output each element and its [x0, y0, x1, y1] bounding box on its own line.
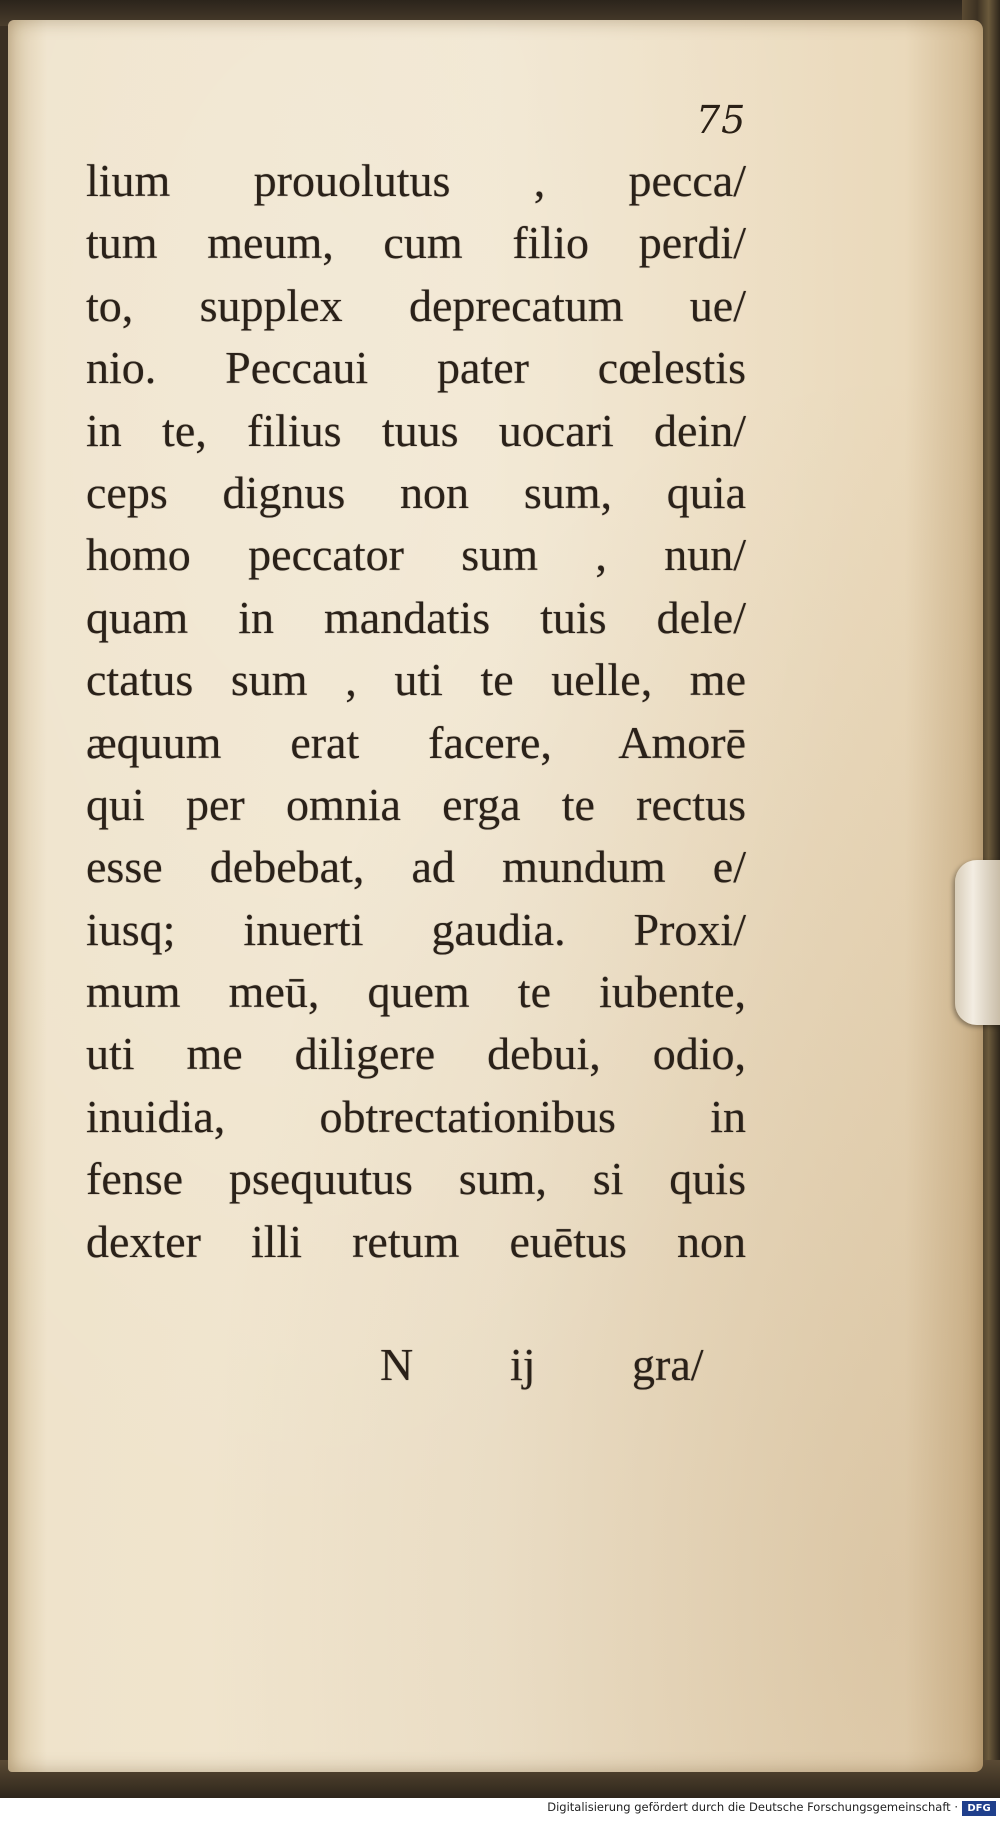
text-line: æquum erat facere, Amorē — [86, 716, 746, 768]
page-clip — [955, 860, 1000, 1025]
text-line: ctatus sum , uti te uelle, me — [86, 654, 746, 706]
text-line: homo peccator sum , nun/ — [86, 529, 746, 581]
funding-credit: Digitalisierung gefördert durch die Deutsche Forschungsgemeinschaft · — [547, 1800, 958, 1814]
text-line: nio. Peccaui pater cœlestis — [86, 342, 746, 394]
page-sheet — [8, 20, 983, 1772]
dfg-logo: DFG — [962, 1801, 996, 1816]
text-line: inuidia, obtrectationibus in — [86, 1090, 746, 1142]
signature-line — [380, 1338, 750, 1400]
digitization-footer — [0, 1798, 1000, 1821]
text-line: tum meum, cum filio perdi/ — [86, 217, 746, 269]
text-line: uti me diligere debui, odio, — [86, 1028, 746, 1080]
catchword: gra/ — [632, 1339, 704, 1390]
text-line: lium prouolutus , pecca/ — [86, 155, 746, 206]
text-line: dexter illi retum euētus non — [86, 1215, 746, 1267]
text-line: ceps dignus non sum, quia — [86, 466, 746, 518]
text-line: mum meū, quem te iubente, — [86, 966, 746, 1018]
text-line: iusq; inuerti gaudia. Proxi/ — [86, 903, 746, 955]
text-line: esse debebat, ad mundum e/ — [86, 841, 746, 893]
body-text — [86, 150, 746, 1273]
text-line: fense psequutus sum, si quis — [86, 1153, 746, 1205]
signature-mark-numeral: ij — [510, 1339, 536, 1390]
text-line: quam in mandatis tuis dele/ — [86, 591, 746, 643]
text-line: to, supplex deprecatum ue/ — [86, 279, 746, 331]
text-line: in te, filius tuus uocari dein/ — [86, 404, 746, 456]
text-line: qui per omnia erga te rectus — [86, 778, 746, 830]
page-number: 75 — [696, 98, 747, 142]
signature-mark-letter: N — [380, 1339, 414, 1390]
